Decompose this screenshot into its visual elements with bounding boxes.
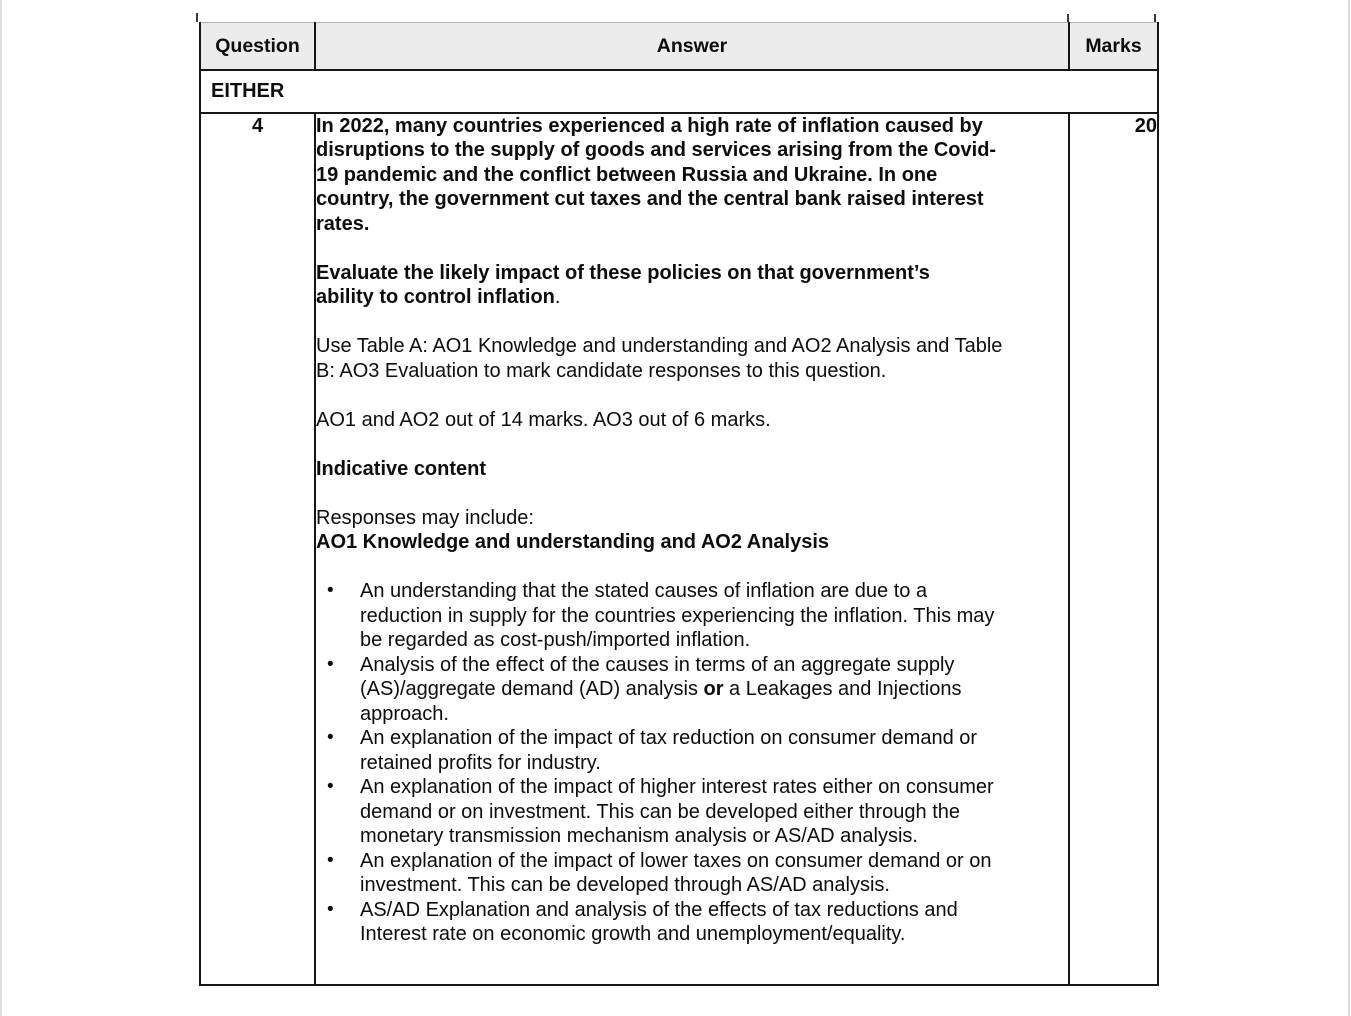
text-segment: An explanation of the impact of higher interest rates either on consumer xyxy=(360,776,994,798)
text-line xyxy=(360,726,1046,751)
text-line xyxy=(316,457,1046,482)
text-segment: An explanation of the impact of tax reduction on consumer demand or xyxy=(360,727,978,749)
bullet-dot-icon: • xyxy=(327,727,334,748)
text-segment: disruptions to the supply of goods and services arising from the Covid- xyxy=(316,139,997,161)
text-segment: Analysis of the effect of the causes in terms of an aggregate supply xyxy=(360,653,955,676)
text-line xyxy=(316,530,1046,555)
text-line xyxy=(316,163,1046,188)
text-segment: rates. xyxy=(316,212,370,235)
text-line xyxy=(316,506,1046,531)
bullet-dot-icon: • xyxy=(327,580,334,601)
table-continuation-tick xyxy=(1067,14,1069,22)
bullet-dot-icon: • xyxy=(327,776,334,797)
answer-cell xyxy=(315,113,1069,985)
text-segment: ability to control inflation xyxy=(316,286,555,308)
answer-paragraph xyxy=(316,408,1046,433)
bullet-text xyxy=(360,775,1046,849)
bullet-dot-icon: • xyxy=(327,898,334,920)
text-segment: An understanding that the stated causes of inflation are due to a xyxy=(360,580,928,602)
text-segment: In 2022, many countries experienced a high rate of inflation caused by xyxy=(316,114,983,137)
text-segment: country, the government cut taxes and the central bank raised interest xyxy=(316,188,984,210)
bullet-text xyxy=(360,579,1046,653)
text-line xyxy=(316,114,1046,139)
column-header-answer: Answer xyxy=(315,23,1069,70)
text-segment: demand or on investment. This can be developed either through the xyxy=(360,800,961,823)
text-line xyxy=(360,922,1046,947)
question-number-cell xyxy=(200,113,315,985)
text-line xyxy=(360,579,1046,604)
text-line xyxy=(360,898,1046,923)
bullet-text xyxy=(360,849,1046,898)
text-segment: approach. xyxy=(360,702,449,725)
text-segment: monetary transmission mechanism analysis or AS/AD analysis. xyxy=(360,825,918,847)
bullet-item xyxy=(316,849,1046,898)
text-line xyxy=(316,212,1046,237)
answer-paragraph xyxy=(316,261,1046,310)
question-number: 4 xyxy=(251,114,264,137)
mark-scheme-table xyxy=(199,22,1159,986)
text-line xyxy=(360,604,1046,629)
text-segment: a Leakages and Injections xyxy=(723,678,962,700)
bullet-text xyxy=(360,898,1046,947)
bullet-text xyxy=(360,726,1046,775)
text-segment: 19 pandemic and the conflict between Russia and Ukraine. In one xyxy=(316,163,938,186)
text-segment: . xyxy=(554,286,561,308)
column-header-marks: Marks xyxy=(1069,23,1158,70)
text-line xyxy=(316,261,1046,286)
text-line xyxy=(360,800,1046,825)
text-line xyxy=(316,138,1046,163)
table-continuation-tick xyxy=(196,13,198,22)
bullet-item xyxy=(316,775,1046,849)
text-line xyxy=(360,849,1046,874)
text-segment: investment. This can be developed through AS/AD analysis. xyxy=(360,874,890,896)
text-segment: (AS)/aggregate demand (AD) analysis xyxy=(360,678,704,700)
text-line xyxy=(360,653,1046,678)
answer-paragraph xyxy=(316,457,1046,482)
marks-value: 20 xyxy=(1134,114,1157,137)
text-line xyxy=(316,408,1046,433)
text-segment: AO1 Knowledge and understanding and AO2 Analysis xyxy=(316,531,830,553)
text-line xyxy=(360,751,1046,776)
bullet-item xyxy=(316,653,1046,727)
section-row xyxy=(200,70,1158,113)
bullet-list xyxy=(316,579,1046,947)
text-line xyxy=(316,285,1046,310)
text-line xyxy=(316,334,1046,359)
table-continuation-tick xyxy=(1154,14,1156,22)
bullet-dot-icon: • xyxy=(327,653,334,675)
answer-content xyxy=(316,114,1046,947)
text-line xyxy=(360,628,1046,653)
text-line xyxy=(360,775,1046,800)
bullet-text xyxy=(360,653,1046,727)
text-line xyxy=(360,702,1046,727)
text-segment: retained profits for industry. xyxy=(360,751,601,774)
text-segment: AO1 and AO2 out of 14 marks. AO3 out of 6 marks. xyxy=(316,408,771,431)
bullet-item xyxy=(316,898,1046,947)
text-line xyxy=(316,359,1046,384)
table-header-row xyxy=(200,23,1158,70)
answer-paragraph xyxy=(316,114,1046,237)
text-segment: AS/AD Explanation and analysis of the effects of tax reductions and xyxy=(360,898,958,921)
text-segment: be regarded as cost-push/imported inflation. xyxy=(360,629,751,651)
text-segment: or xyxy=(703,678,724,700)
text-segment: Evaluate the likely impact of these policies on that government’s xyxy=(316,261,930,284)
text-segment: Indicative content xyxy=(316,457,487,480)
question-row xyxy=(200,113,1158,985)
bullet-dot-icon: • xyxy=(327,849,334,871)
text-line xyxy=(316,187,1046,212)
text-segment: Use Table A: AO1 Knowledge and understanding and AO2 Analysis and Table xyxy=(316,335,1003,357)
marks-cell xyxy=(1069,113,1158,985)
text-line xyxy=(360,824,1046,849)
text-segment: Interest rate on economic growth and unemployment/equality. xyxy=(360,923,906,945)
page-edge-left xyxy=(0,0,2,1016)
section-label-either: EITHER xyxy=(200,70,1158,113)
text-line xyxy=(360,677,1046,702)
answer-paragraph xyxy=(316,506,1046,555)
text-line xyxy=(360,873,1046,898)
text-segment: An explanation of the impact of lower taxes on consumer demand or on xyxy=(360,849,992,872)
text-segment: B: AO3 Evaluation to mark candidate responses to this question. xyxy=(316,359,887,382)
column-header-question: Question xyxy=(200,23,315,70)
page-edge-right xyxy=(1348,0,1350,1016)
text-segment: reduction in supply for the countries experiencing the inflation. This may xyxy=(360,604,995,627)
text-segment: Responses may include: xyxy=(316,506,534,529)
bullet-item xyxy=(316,726,1046,775)
bullet-item xyxy=(316,579,1046,653)
answer-paragraph xyxy=(316,334,1046,383)
